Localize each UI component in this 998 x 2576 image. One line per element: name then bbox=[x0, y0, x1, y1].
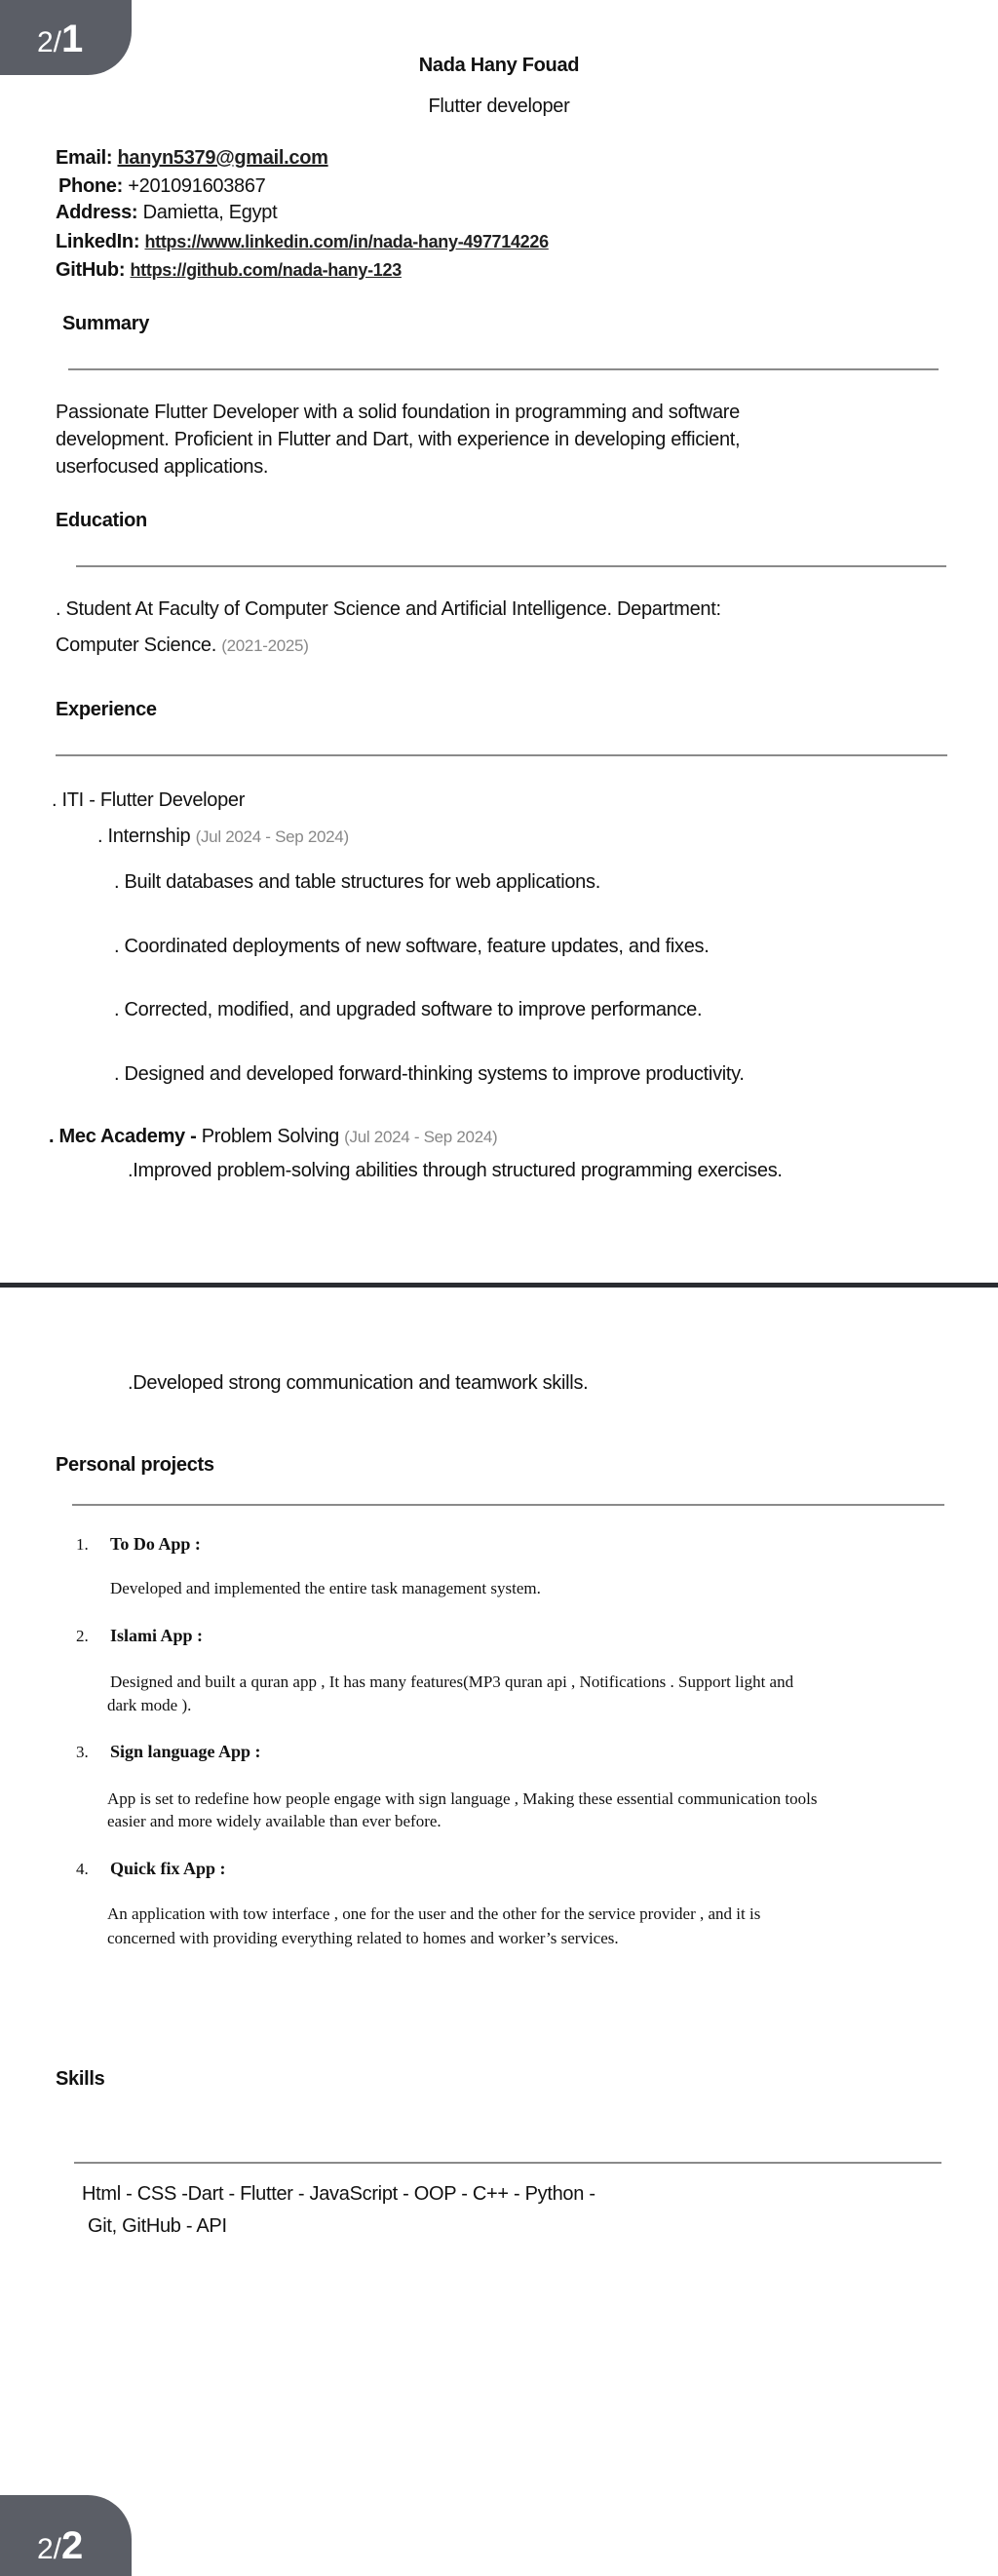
phone-row bbox=[58, 175, 266, 198]
resume-title: Flutter developer bbox=[428, 96, 570, 117]
projects-divider bbox=[72, 1504, 944, 1506]
project-item bbox=[76, 1742, 261, 1762]
project-title: Sign language App : bbox=[110, 1742, 261, 1761]
experience-heading: Experience bbox=[56, 699, 157, 720]
address-row bbox=[56, 202, 277, 224]
iti-bullet: . Corrected, modified, and upgraded software to improve performance. bbox=[114, 999, 703, 1020]
email-row bbox=[56, 147, 328, 170]
page-total: 2/ bbox=[37, 2533, 62, 2565]
summary-line: userfocused applications. bbox=[56, 456, 269, 478]
mec-org: . Mec Academy - bbox=[49, 1126, 197, 1147]
mec-bullet: .Improved problem-solving abilities through structured programming exercises. bbox=[128, 1160, 783, 1181]
iti-bullet: . Coordinated deployments of new software, feature updates, and fixes. bbox=[114, 936, 710, 957]
project-desc: App is set to redefine how people engage with sign language , Making these essential communication tools bbox=[107, 1789, 818, 1808]
page-current: 2 bbox=[61, 2524, 84, 2567]
skills-divider bbox=[74, 2162, 941, 2164]
iti-title: . ITI - Flutter Developer bbox=[52, 789, 246, 811]
summary-line: development. Proficient in Flutter and Dart, with experience in developing efficient, bbox=[56, 429, 741, 450]
education-line bbox=[56, 634, 309, 657]
skills-line: Git, GitHub - API bbox=[88, 2215, 227, 2237]
project-title: Islami App : bbox=[110, 1626, 204, 1645]
project-title: Quick fix App : bbox=[110, 1859, 226, 1878]
iti-role bbox=[97, 826, 349, 848]
email-link[interactable]: hanyn5379@gmail.com bbox=[117, 147, 328, 169]
github-link[interactable]: https://github.com/nada-hany-123 bbox=[130, 260, 402, 280]
page-current: 1 bbox=[61, 18, 84, 60]
projects-heading: Personal projects bbox=[56, 1454, 214, 1476]
project-number: 2. bbox=[76, 1627, 89, 1645]
education-divider bbox=[76, 565, 946, 567]
address-value: Damietta, Egypt bbox=[142, 202, 278, 223]
linkedin-label: LinkedIn: bbox=[56, 231, 140, 252]
summary-divider bbox=[68, 368, 939, 370]
summary-line: Passionate Flutter Developer with a solid foundation in programming and software bbox=[56, 402, 740, 423]
linkedin-link[interactable]: https://www.linkedin.com/in/nada-hany-497714226 bbox=[144, 232, 549, 251]
mec-bullet: .Developed strong communication and teamwork skills. bbox=[128, 1372, 589, 1394]
education-department: Computer Science. bbox=[56, 634, 216, 656]
iti-bullet: . Built databases and table structures for web applications. bbox=[114, 871, 600, 893]
project-desc: Designed and built a quran app , It has many features(MP3 quran api , Notifications . Support light and bbox=[110, 1672, 794, 1691]
github-label: GitHub: bbox=[56, 259, 126, 281]
project-number: 1. bbox=[76, 1535, 89, 1554]
phone-label: Phone: bbox=[58, 175, 123, 197]
education-line: . Student At Faculty of Computer Science and Artificial Intelligence. Department: bbox=[56, 598, 721, 620]
project-number: 4. bbox=[76, 1860, 89, 1878]
page-indicator-2 bbox=[0, 2495, 132, 2576]
page-break bbox=[0, 1283, 998, 1288]
project-desc: Developed and implemented the entire task management system. bbox=[110, 1579, 541, 1597]
linkedin-row bbox=[56, 231, 549, 253]
phone-value: +201091603867 bbox=[128, 175, 266, 197]
iti-dates: (Jul 2024 - Sep 2024) bbox=[195, 827, 349, 846]
email-label: Email: bbox=[56, 147, 113, 169]
summary-heading: Summary bbox=[62, 313, 150, 334]
github-row bbox=[56, 259, 402, 282]
address-label: Address: bbox=[56, 202, 138, 223]
experience-divider bbox=[56, 754, 947, 756]
skills-heading: Skills bbox=[56, 2068, 105, 2090]
project-desc: easier and more widely available than ever before. bbox=[107, 1812, 441, 1830]
resume-name: Nada Hany Fouad bbox=[418, 55, 580, 76]
project-desc: dark mode ). bbox=[107, 1696, 192, 1714]
education-dates: (2021-2025) bbox=[221, 636, 309, 655]
skills-line: Html - CSS -Dart - Flutter - JavaScript - OOP - C++ - Python - bbox=[82, 2183, 595, 2205]
project-item bbox=[76, 1534, 201, 1555]
project-item bbox=[76, 1626, 203, 1646]
mec-dates: (Jul 2024 - Sep 2024) bbox=[344, 1128, 498, 1146]
project-item bbox=[76, 1859, 226, 1879]
iti-role-label: . Internship bbox=[97, 826, 191, 847]
project-desc: An application with tow interface , one for the user and the other for the service provider , and it is bbox=[107, 1904, 761, 1923]
mec-role: Problem Solving bbox=[201, 1126, 339, 1147]
education-heading: Education bbox=[56, 510, 147, 531]
project-number: 3. bbox=[76, 1743, 89, 1761]
mec-title bbox=[49, 1126, 497, 1148]
project-desc: concerned with providing everything related to homes and worker’s services. bbox=[107, 1929, 619, 1947]
iti-bullet: . Designed and developed forward-thinking systems to improve productivity. bbox=[114, 1063, 745, 1085]
page-total: 2/ bbox=[37, 26, 62, 58]
project-title: To Do App : bbox=[110, 1534, 201, 1554]
